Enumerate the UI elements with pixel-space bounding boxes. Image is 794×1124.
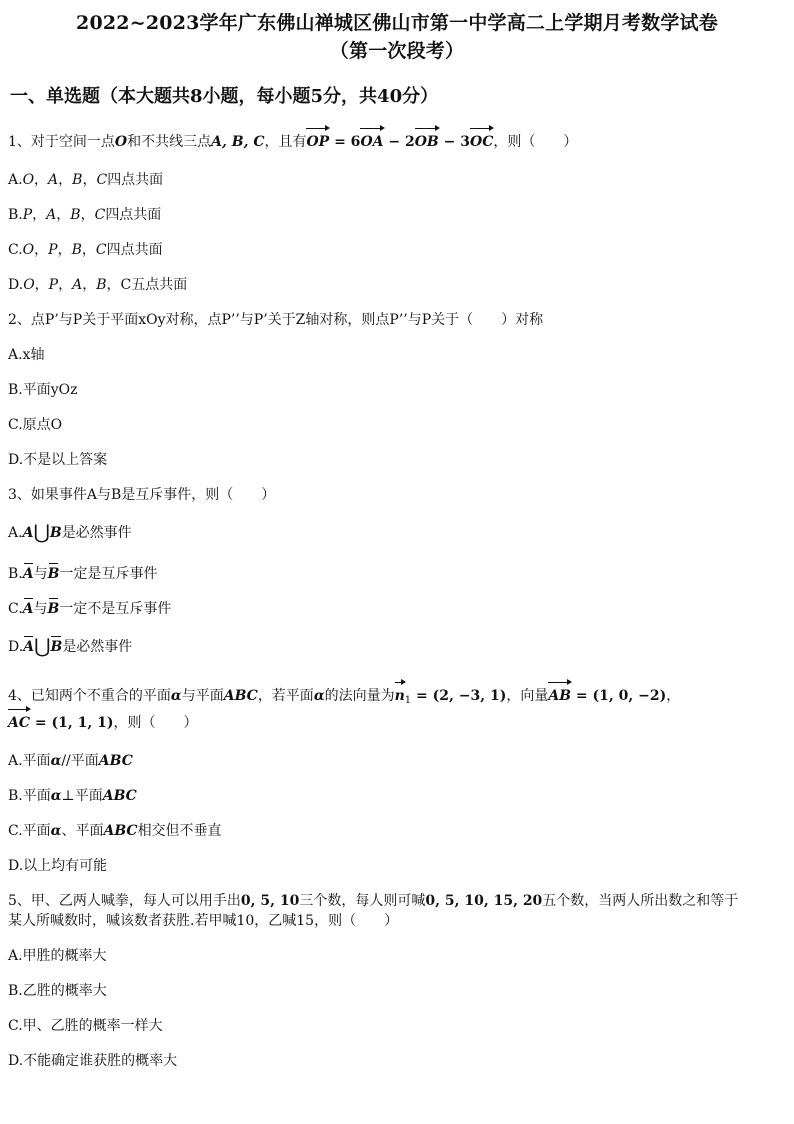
question-2-option-b[interactable]: B.平面yOz (8, 382, 78, 398)
vector-n1: n (395, 684, 405, 708)
question-5-stem-line-2: 某人所喊数时，喊该数者获胜.若甲喊10，乙喊15，则（ ） (8, 913, 399, 929)
question-4-option-a[interactable]: A.平面α//平面ABC (8, 753, 133, 769)
question-4-stem-line-2: AC = (1, 1, 1)，则（ ） (8, 711, 788, 735)
question-1-stem: 1、对于空间一点O和不共线三点A, B, C，且有OP = 6OA − 2OB − 3OC，则（ ） (8, 130, 788, 154)
vector-ob: OB (415, 130, 439, 154)
question-5-option-b[interactable]: B.乙胜的概率大 (8, 983, 107, 999)
question-5-stem-line-1: 5、甲、乙两人喊拳，每人可以用手出0, 5, 10三个数，每人则可喊0, 5, 10, 15, 20五个数，当两人所出数之和等于 (8, 893, 739, 909)
question-3-option-b[interactable]: B.A与B一定是互斥事件 (8, 562, 788, 586)
exam-title: 2022~2023学年广东佛山禅城区佛山市第一中学高二上学期月考数学试卷 (76, 12, 718, 34)
question-1-option-b[interactable]: B.P，A，B，C四点共面 (8, 207, 162, 223)
vector-oc: OC (470, 130, 493, 154)
vector-ab: AB (548, 684, 571, 708)
question-3-option-a[interactable]: A.A⋃B是必然事件 (8, 520, 132, 544)
question-2-option-a[interactable]: A.x轴 (8, 347, 45, 363)
question-5-option-a[interactable]: A.甲胜的概率大 (8, 948, 107, 964)
question-4-stem-line-1: 4、已知两个不重合的平面α与平面ABC，若平面α的法向量为$n_1 = (2$, −3, 1)，向量AB = (1, 0, −2)， (8, 684, 788, 713)
question-3-option-d[interactable]: D.A⋃B是必然事件 (8, 634, 133, 658)
question-1-option-c[interactable]: C.O，P，B，C四点共面 (8, 242, 163, 258)
question-1-option-a[interactable]: A.O，A，B，C四点共面 (8, 172, 164, 188)
question-5-option-c[interactable]: C.甲、乙胜的概率一样大 (8, 1018, 163, 1034)
question-1-option-d[interactable]: D.O，P，A，B，C五点共面 (8, 277, 188, 293)
vector-ac: AC (8, 711, 30, 735)
question-4-option-c[interactable]: C.平面α、平面ABC相交但不垂直 (8, 823, 222, 839)
question-4-option-b[interactable]: B.平面α⊥平面ABC (8, 788, 137, 804)
question-4-option-d[interactable]: D.以上均有可能 (8, 858, 108, 874)
vector-oa: OA (360, 130, 383, 154)
question-3-stem: 3、如果事件A与B是互斥事件，则（ ） (8, 487, 276, 503)
exam-subtitle: （第一次段考） (329, 40, 465, 62)
question-5-option-d[interactable]: D.不能确定谁获胜的概率大 (8, 1053, 178, 1069)
section-heading: 一、单选题（本大题共8小题，每小题5分，共40分） (10, 86, 439, 107)
question-2-stem: 2、点P’与P关于平面xOy对称，点P’’与P’关于Z轴对称，则点P’’与P关于（ ）对称 (8, 312, 544, 328)
question-2-option-d[interactable]: D.不是以上答案 (8, 452, 108, 468)
vector-op: OP (306, 130, 329, 154)
question-2-option-c[interactable]: C.原点O (8, 417, 63, 433)
question-3-option-c[interactable]: C.A与B一定不是互斥事件 (8, 597, 788, 621)
